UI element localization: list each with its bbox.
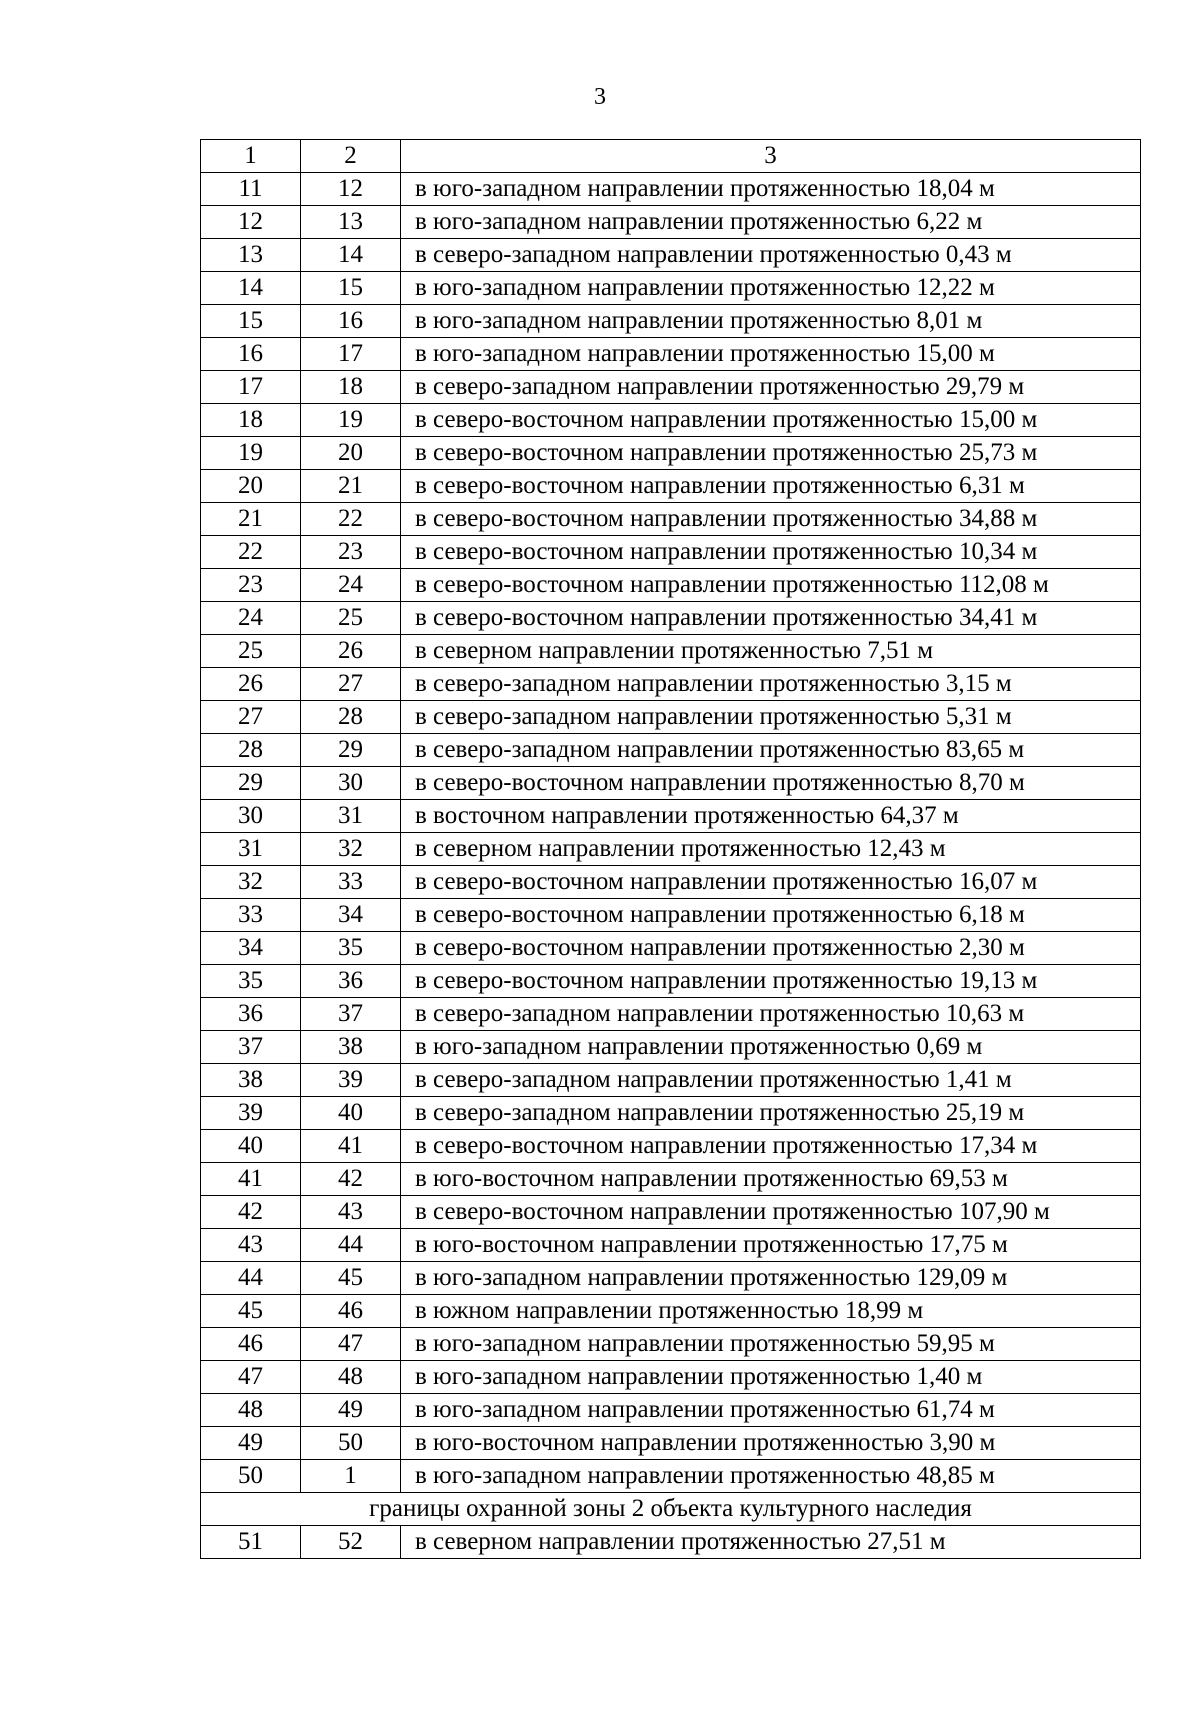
from-point: 11 [201,173,301,206]
from-point: 34 [201,932,301,965]
to-point: 23 [301,536,401,569]
table-row [201,272,1141,305]
to-point: 42 [301,1163,401,1196]
table-row [201,371,1141,404]
direction-description: в юго-западном направлении протяженностью 6,22 м [401,206,1141,239]
from-point: 32 [201,866,301,899]
to-point: 48 [301,1361,401,1394]
table-row [201,1526,1141,1559]
table-row [201,1394,1141,1427]
direction-description: в северо-восточном направлении протяженностью 16,07 м [401,866,1141,899]
direction-description: в юго-западном направлении протяженностью 15,00 м [401,338,1141,371]
table-row [201,668,1141,701]
table-row [201,470,1141,503]
table-row [201,767,1141,800]
from-point: 27 [201,701,301,734]
to-point: 38 [301,1031,401,1064]
from-point: 30 [201,800,301,833]
table-row [201,1130,1141,1163]
direction-description: в северо-восточном направлении протяженностью 6,18 м [401,899,1141,932]
from-point: 26 [201,668,301,701]
to-point: 45 [301,1262,401,1295]
direction-description: в северо-западном направлении протяженностью 83,65 м [401,734,1141,767]
from-point: 19 [201,437,301,470]
direction-description: в восточном направлении протяженностью 64,37 м [401,800,1141,833]
direction-description: в юго-западном направлении протяженностью 8,01 м [401,305,1141,338]
direction-description: в юго-западном направлении протяженностью 129,09 м [401,1262,1141,1295]
from-point: 44 [201,1262,301,1295]
direction-description: в северо-западном направлении протяженностью 29,79 м [401,371,1141,404]
to-point: 43 [301,1196,401,1229]
to-point: 14 [301,239,401,272]
from-point: 42 [201,1196,301,1229]
direction-description: в северо-западном направлении протяженностью 0,43 м [401,239,1141,272]
table-row [201,569,1141,602]
direction-description: в юго-западном направлении протяженностью 48,85 м [401,1460,1141,1493]
direction-description: в северном направлении протяженностью 12,43 м [401,833,1141,866]
direction-description: в северо-восточном направлении протяженностью 2,30 м [401,932,1141,965]
from-point: 18 [201,404,301,437]
header-col-2: 2 [301,140,401,173]
from-point: 23 [201,569,301,602]
to-point: 46 [301,1295,401,1328]
table-row [201,833,1141,866]
section-title-row [201,1493,1141,1526]
to-point: 27 [301,668,401,701]
table-body [201,140,1141,1559]
from-point: 35 [201,965,301,998]
to-point: 39 [301,1064,401,1097]
table-row [201,239,1141,272]
table-header-row [201,140,1141,173]
direction-description: в юго-западном направлении протяженностью 0,69 м [401,1031,1141,1064]
to-point: 21 [301,470,401,503]
from-point: 51 [201,1526,301,1559]
from-point: 15 [201,305,301,338]
table-row [201,1229,1141,1262]
table-row [201,1361,1141,1394]
to-point: 49 [301,1394,401,1427]
from-point: 46 [201,1328,301,1361]
to-point: 31 [301,800,401,833]
direction-description: в юго-восточном направлении протяженностью 17,75 м [401,1229,1141,1262]
from-point: 31 [201,833,301,866]
to-point: 32 [301,833,401,866]
to-point: 1 [301,1460,401,1493]
direction-description: в юго-западном направлении протяженностью 59,95 м [401,1328,1141,1361]
table-row [201,998,1141,1031]
to-point: 52 [301,1526,401,1559]
table-row [201,1460,1141,1493]
table-row [201,602,1141,635]
to-point: 15 [301,272,401,305]
to-point: 47 [301,1328,401,1361]
to-point: 41 [301,1130,401,1163]
to-point: 19 [301,404,401,437]
direction-description: в северо-восточном направлении протяженностью 6,31 м [401,470,1141,503]
from-point: 25 [201,635,301,668]
to-point: 40 [301,1097,401,1130]
table-row [201,338,1141,371]
from-point: 37 [201,1031,301,1064]
direction-description: в северо-восточном направлении протяженностью 8,70 м [401,767,1141,800]
to-point: 18 [301,371,401,404]
table-row [201,404,1141,437]
table-row [201,305,1141,338]
direction-description: в северо-западном направлении протяженностью 3,15 м [401,668,1141,701]
from-point: 39 [201,1097,301,1130]
from-point: 13 [201,239,301,272]
table-row [201,734,1141,767]
to-point: 35 [301,932,401,965]
from-point: 48 [201,1394,301,1427]
to-point: 33 [301,866,401,899]
from-point: 12 [201,206,301,239]
from-point: 38 [201,1064,301,1097]
direction-description: в юго-восточном направлении протяженностью 69,53 м [401,1163,1141,1196]
direction-description: в южном направлении протяженностью 18,99 м [401,1295,1141,1328]
table-row [201,1328,1141,1361]
table-row [201,1064,1141,1097]
table-row [201,1262,1141,1295]
table-row [201,536,1141,569]
from-point: 36 [201,998,301,1031]
direction-description: в северном направлении протяженностью 27,51 м [401,1526,1141,1559]
table-row [201,206,1141,239]
from-point: 29 [201,767,301,800]
to-point: 36 [301,965,401,998]
table-row [201,800,1141,833]
from-point: 50 [201,1460,301,1493]
direction-description: в юго-западном направлении протяженностью 12,22 м [401,272,1141,305]
page-number: 3 [594,84,606,110]
direction-description: в юго-западном направлении протяженностью 18,04 м [401,173,1141,206]
from-point: 33 [201,899,301,932]
direction-description: в юго-западном направлении протяженностью 1,40 м [401,1361,1141,1394]
from-point: 20 [201,470,301,503]
from-point: 45 [201,1295,301,1328]
to-point: 28 [301,701,401,734]
section-title: границы охранной зоны 2 объекта культурного наследия [201,1493,1141,1526]
to-point: 34 [301,899,401,932]
boundary-table [200,139,1141,1559]
to-point: 22 [301,503,401,536]
to-point: 17 [301,338,401,371]
table-row [201,701,1141,734]
direction-description: в северо-восточном направлении протяженностью 34,88 м [401,503,1141,536]
to-point: 13 [301,206,401,239]
table-row [201,1097,1141,1130]
table-row [201,437,1141,470]
table-row [201,866,1141,899]
from-point: 43 [201,1229,301,1262]
from-point: 49 [201,1427,301,1460]
direction-description: в северо-западном направлении протяженностью 1,41 м [401,1064,1141,1097]
to-point: 26 [301,635,401,668]
from-point: 14 [201,272,301,305]
direction-description: в северо-западном направлении протяженностью 10,63 м [401,998,1141,1031]
direction-description: в северном направлении протяженностью 7,51 м [401,635,1141,668]
to-point: 20 [301,437,401,470]
direction-description: в северо-восточном направлении протяженностью 34,41 м [401,602,1141,635]
from-point: 41 [201,1163,301,1196]
table-row [201,635,1141,668]
from-point: 24 [201,602,301,635]
table-row [201,899,1141,932]
to-point: 30 [301,767,401,800]
to-point: 44 [301,1229,401,1262]
direction-description: в северо-западном направлении протяженностью 25,19 м [401,1097,1141,1130]
table-row [201,503,1141,536]
table-row [201,1427,1141,1460]
from-point: 22 [201,536,301,569]
to-point: 16 [301,305,401,338]
from-point: 47 [201,1361,301,1394]
header-col-3: 3 [401,140,1141,173]
direction-description: в северо-восточном направлении протяженностью 112,08 м [401,569,1141,602]
from-point: 16 [201,338,301,371]
to-point: 25 [301,602,401,635]
from-point: 40 [201,1130,301,1163]
to-point: 50 [301,1427,401,1460]
direction-description: в юго-западном направлении протяженностью 61,74 м [401,1394,1141,1427]
header-col-1: 1 [201,140,301,173]
direction-description: в северо-восточном направлении протяженностью 107,90 м [401,1196,1141,1229]
direction-description: в северо-восточном направлении протяженностью 15,00 м [401,404,1141,437]
from-point: 17 [201,371,301,404]
to-point: 12 [301,173,401,206]
table-row [201,1031,1141,1064]
table-row [201,1163,1141,1196]
to-point: 37 [301,998,401,1031]
table-row [201,932,1141,965]
direction-description: в северо-восточном направлении протяженностью 25,73 м [401,437,1141,470]
table-row [201,173,1141,206]
direction-description: в северо-восточном направлении протяженностью 10,34 м [401,536,1141,569]
table-row [201,1196,1141,1229]
direction-description: в северо-восточном направлении протяженностью 19,13 м [401,965,1141,998]
from-point: 21 [201,503,301,536]
to-point: 24 [301,569,401,602]
direction-description: в северо-западном направлении протяженностью 5,31 м [401,701,1141,734]
table-row [201,965,1141,998]
direction-description: в северо-восточном направлении протяженностью 17,34 м [401,1130,1141,1163]
table-row [201,1295,1141,1328]
direction-description: в юго-восточном направлении протяженностью 3,90 м [401,1427,1141,1460]
to-point: 29 [301,734,401,767]
from-point: 28 [201,734,301,767]
